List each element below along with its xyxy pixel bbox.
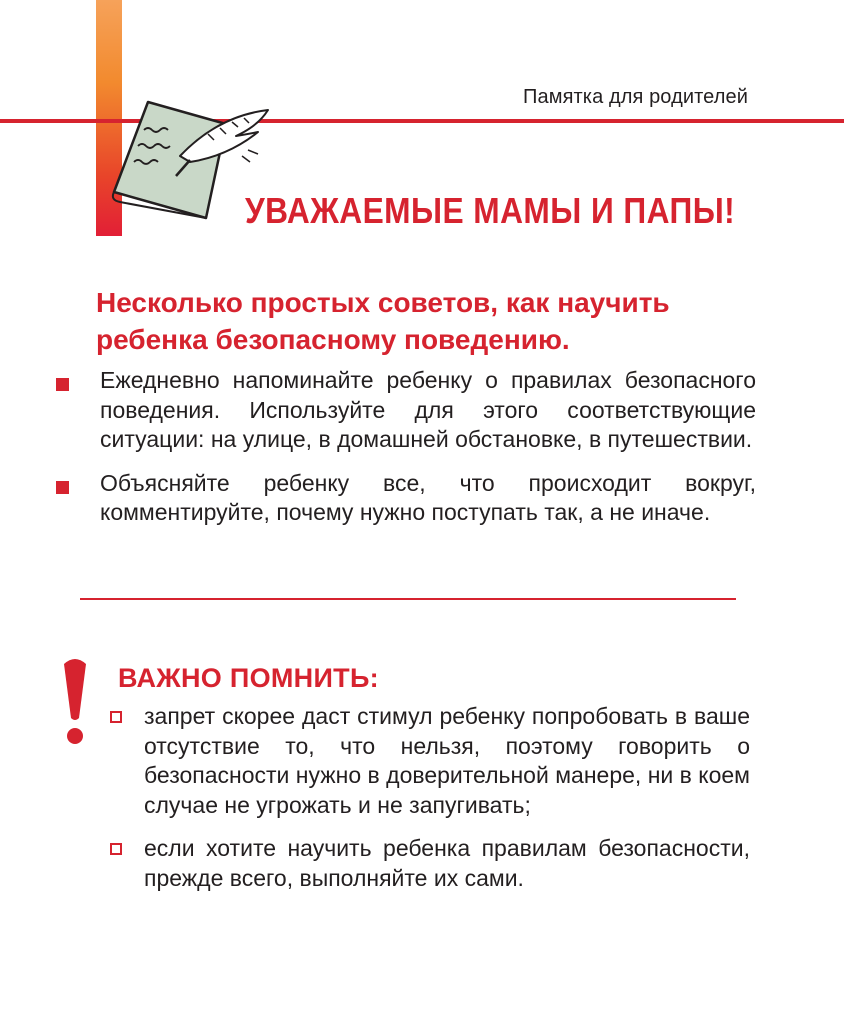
important-text: запрет скорее даст стимул ребенку попробовать в ваше отсутствие то, что нельзя, поэтому говорить о безопасности нужно в доверительной манере, ни в коем случае не угрожать и не запугивать; bbox=[144, 703, 750, 818]
square-bullet-icon bbox=[56, 378, 69, 391]
header-label: Памятка для родителей bbox=[523, 86, 748, 108]
important-item bbox=[110, 702, 750, 820]
subtitle: Несколько простых советов, как научить ребенка безопасному поведению. bbox=[96, 287, 670, 355]
exclamation-icon bbox=[60, 656, 90, 746]
tips-list bbox=[56, 366, 756, 542]
important-list bbox=[110, 702, 750, 907]
tip-item bbox=[56, 469, 756, 528]
important-text: если хотите научить ребенка правилам безопасности, прежде всего, выполняйте их сами. bbox=[144, 835, 750, 891]
important-title: ВАЖНО ПОМНИТЬ: bbox=[118, 663, 379, 693]
hollow-square-bullet-icon bbox=[110, 711, 122, 723]
important-item bbox=[110, 834, 750, 893]
section-divider bbox=[80, 598, 736, 600]
square-bullet-icon bbox=[56, 481, 69, 494]
tip-item bbox=[56, 366, 756, 455]
page-title: УВАЖАЕМЫЕ МАМЫ И ПАПЫ! bbox=[245, 190, 736, 231]
tip-text: Ежедневно напоминайте ребенку о правилах безопасного поведения. Используйте для этого соответствующие ситуации: на улице, в домашней обстановке, в путешествии. bbox=[100, 367, 756, 452]
tip-text: Объясняйте ребенку все, что происходит вокруг, комментируйте, почему нужно поступать так, а не иначе. bbox=[100, 469, 756, 525]
hollow-square-bullet-icon bbox=[110, 843, 122, 855]
